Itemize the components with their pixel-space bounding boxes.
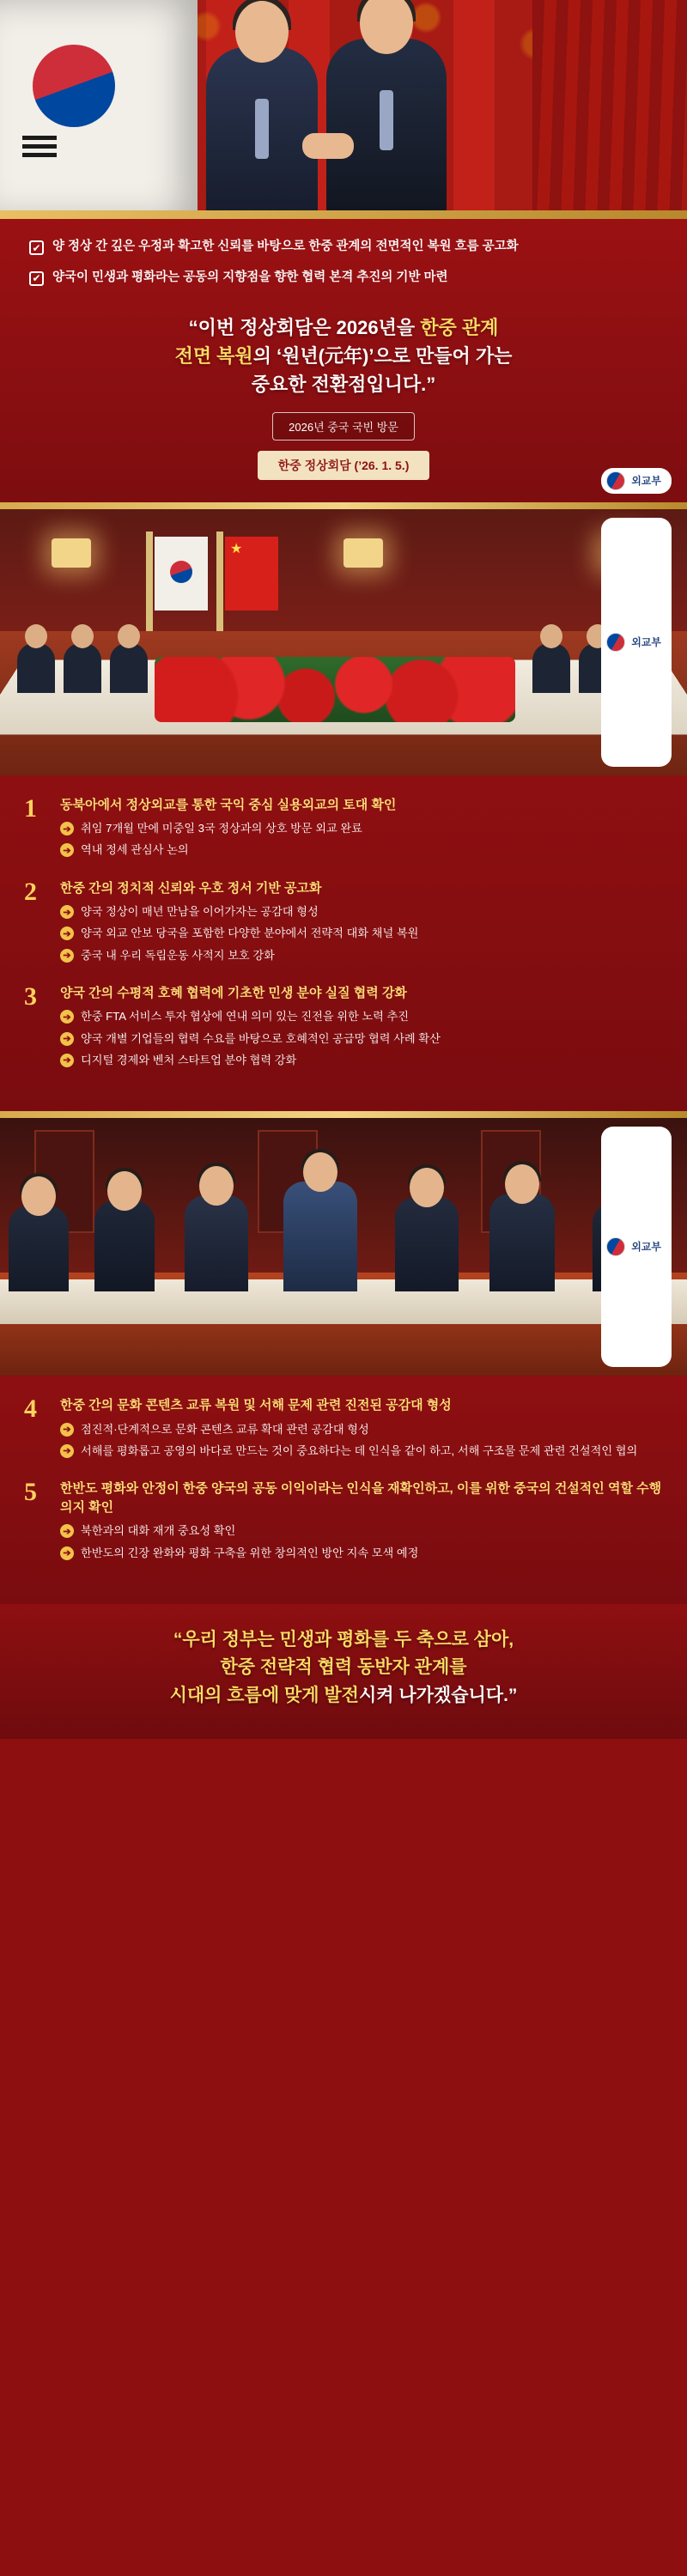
item-title: 한반도 평화와 안정이 한중 양국의 공동 이익이라는 인식을 재확인하고, 이를 위한 중국의 건설적인 역할 수행 의지 확인	[60, 1480, 662, 1515]
delegate-figure	[110, 643, 148, 693]
sub-item-text: 중국 내 우리 독립운동 사적지 보호 강화	[81, 948, 275, 962]
item-number: 2	[24, 877, 37, 906]
checklist-item	[29, 238, 658, 257]
card-outcomes-4-5	[0, 1118, 687, 1739]
sub-item-text: 점진적·단계적으로 문화 콘텐츠 교류 확대 관련 공감대 형성	[81, 1422, 369, 1436]
checklist-text: 양 정상 간 깊은 우정과 확고한 신뢰를 바탕으로 한중 관계의 전면적인 복원 흐름 공고화	[52, 240, 519, 253]
item-title: 한중 간의 정치적 신뢰와 우호 정서 기반 공고화	[60, 880, 322, 896]
head-shape	[25, 624, 47, 648]
head-shape	[303, 1152, 337, 1192]
meeting-photo-wide	[0, 509, 687, 775]
delegate-figure	[17, 643, 55, 693]
gold-divider	[0, 502, 687, 509]
head-shape	[235, 1, 289, 63]
sub-item	[60, 1443, 663, 1459]
head-shape	[360, 0, 413, 54]
head-shape	[118, 624, 140, 648]
ministry-logo	[601, 518, 672, 767]
taeguk-symbol	[33, 45, 115, 127]
sub-item-text: 북한과의 대화 재개 중요성 확인	[81, 1524, 236, 1538]
arrow-icon: ➔	[60, 927, 74, 940]
arrow-icon: ➔	[60, 843, 74, 857]
arrow-icon: ➔	[60, 1524, 74, 1538]
trigram-bar	[22, 153, 57, 157]
closing-quote	[0, 1604, 687, 1740]
sub-item-text: 한중 FTA 서비스 투자 협상에 연내 의미 있는 진전을 위한 노력 추진	[81, 1010, 409, 1024]
pull-quote	[29, 300, 658, 489]
item-number: 3	[24, 981, 37, 1011]
meeting-photo-delegation	[0, 1118, 687, 1376]
sub-item	[60, 925, 663, 941]
delegate-figure	[94, 1200, 155, 1291]
principal-figure	[283, 1182, 357, 1291]
flag-stand	[146, 532, 292, 643]
leader-right-figure	[326, 39, 447, 219]
floral-centerpiece	[155, 657, 515, 722]
curtain-drape	[532, 0, 687, 219]
sub-item	[60, 947, 663, 963]
trigram-bar	[22, 136, 57, 140]
sub-item-text: 한반도의 긴장 완화와 평화 구축을 위한 창의적인 방안 지속 모색 예정	[81, 1546, 419, 1559]
ministry-logo	[601, 1127, 672, 1367]
head-shape	[71, 624, 94, 648]
head-shape	[540, 624, 562, 648]
item-title: 한중 간의 문화 콘텐츠 교류 복원 및 서해 문제 관련 진전된 공감대 형성	[60, 1397, 452, 1413]
sub-item-text: 양국 외교 안보 당국을 포함한 다양한 분야에서 전략적 대화 채널 복원	[81, 927, 419, 940]
arrow-icon: ➔	[60, 1032, 74, 1046]
item-number: 4	[24, 1394, 37, 1423]
item-title: 양국 간의 수평적 호혜 협력에 기초한 민생 분야 실질 협력 강화	[60, 985, 407, 1000]
delegate-figure	[9, 1206, 69, 1291]
sub-item	[60, 903, 663, 920]
korean-flag-icon	[0, 0, 198, 219]
sub-item	[60, 1421, 663, 1437]
sub-item	[60, 1522, 663, 1539]
sub-item-text: 양국 개별 기업들의 협력 수요를 바탕으로 호혜적인 공급망 협력 사례 확산	[81, 1031, 441, 1045]
closing-quote-line-3-rest: 시켜 나가겠습니다.”	[358, 1685, 518, 1705]
head-shape	[21, 1176, 56, 1216]
head-shape	[410, 1168, 444, 1207]
head-shape	[505, 1164, 539, 1204]
delegate-figure	[64, 643, 101, 693]
sub-item	[60, 1545, 663, 1561]
closing-quote-line-1: “우리 정부는 민생과 평화를 두 축으로 삼아,	[173, 1629, 514, 1649]
panel1-body	[0, 219, 687, 502]
arrow-icon: ➔	[60, 1546, 74, 1560]
sub-item	[60, 1008, 663, 1024]
quote-highlight-2: 전면 복원	[174, 344, 253, 367]
head-shape	[107, 1171, 142, 1211]
summit-title-badge: 한중 정상회담 (’26. 1. 5.)	[258, 451, 430, 480]
gold-divider	[0, 210, 687, 219]
item-number: 5	[24, 1477, 37, 1506]
hero-photo-handshake	[0, 0, 687, 219]
quote-line-1-part-a: “이번 정상회담은 2026년을	[188, 316, 421, 338]
taeguk-seal-icon	[606, 471, 625, 490]
wall-lamp-icon	[52, 538, 91, 568]
check-icon: ✔	[29, 271, 44, 286]
sub-item-text: 양국 정상이 매년 만남을 이어가자는 공감대 형성	[81, 905, 319, 919]
korean-flag-icon	[155, 537, 208, 611]
leader-left-figure	[206, 47, 318, 219]
chinese-flag-icon	[225, 537, 278, 611]
head-shape	[199, 1166, 234, 1206]
ministry-label: 외교부	[631, 475, 661, 487]
taeguk-seal-icon	[606, 1237, 625, 1256]
ministry-label: 외교부	[631, 636, 661, 648]
sub-item	[60, 841, 663, 858]
closing-quote-line-2: 한중 전략적 협력 동반자 관계를	[220, 1657, 467, 1678]
trigram-bar	[22, 144, 57, 149]
list-item	[24, 981, 663, 1073]
item-title: 동북아에서 정상외교를 통한 국익 중심 실용외교의 토대 확인	[60, 797, 397, 812]
wall-lamp-icon	[344, 538, 383, 568]
arrow-icon: ➔	[60, 905, 74, 919]
delegate-figure	[489, 1194, 555, 1291]
quote-highlight-1: 한중 관계	[420, 316, 499, 338]
arrow-icon: ➔	[60, 822, 74, 835]
delegate-figure	[395, 1197, 459, 1291]
quote-source: 2026년 중국 국빈 방문	[272, 412, 415, 440]
necktie-shape	[255, 99, 269, 159]
quote-line-3: 중요한 전환점입니다.”	[251, 373, 436, 395]
card-outcomes-1-3	[0, 509, 687, 1118]
sub-item-text: 서해를 평화롭고 공영의 바다로 만드는 것이 중요하다는 데 인식을 같이 하고, 서해 구조물 문제 관련 건설적인 협의	[81, 1443, 638, 1457]
sub-item	[60, 820, 663, 836]
list-item	[24, 879, 663, 969]
sub-item-text: 취임 7개월 만에 미중일 3국 정상과의 상호 방문 외교 완료	[81, 822, 362, 835]
gold-divider	[0, 1111, 687, 1118]
arrow-icon: ➔	[60, 949, 74, 963]
flag-pole	[216, 532, 223, 641]
sub-item-text: 디지털 경제와 벤처 스타트업 분야 협력 강화	[81, 1053, 297, 1066]
outcome-list-2	[0, 1376, 687, 1604]
arrow-icon: ➔	[60, 1054, 74, 1067]
sub-item	[60, 1052, 663, 1068]
arrow-icon: ➔	[60, 1010, 74, 1024]
checklist-item	[29, 269, 658, 288]
list-item	[24, 1396, 663, 1464]
card-summit-quote	[0, 0, 687, 509]
ministry-label: 외교부	[631, 1241, 661, 1254]
arrow-icon: ➔	[60, 1423, 74, 1437]
checklist-text: 양국이 민생과 평화라는 공동의 지향점을 향한 협력 본격 추진의 기반 마련	[52, 270, 448, 284]
ministry-logo	[601, 468, 672, 494]
delegate-figure	[532, 643, 570, 693]
flag-pole	[146, 532, 153, 641]
item-number: 1	[24, 793, 37, 823]
check-icon: ✔	[29, 240, 44, 255]
necktie-shape	[380, 90, 393, 150]
sub-item	[60, 1030, 663, 1047]
delegate-figure	[185, 1195, 248, 1291]
arrow-icon: ➔	[60, 1444, 74, 1458]
list-item	[24, 1479, 663, 1566]
outcome-list-1	[0, 775, 687, 1111]
sub-item-text: 역내 정세 관심사 논의	[81, 843, 189, 857]
list-item	[24, 793, 663, 864]
quote-line-2-rest: 의 ‘원년(元年)’으로 만들어 가는	[252, 344, 513, 367]
taeguk-seal-icon	[606, 633, 625, 652]
closing-quote-line-3-highlight: 시대의 흐름에 맞게 발전	[169, 1685, 359, 1705]
handshake-shape	[302, 133, 354, 159]
